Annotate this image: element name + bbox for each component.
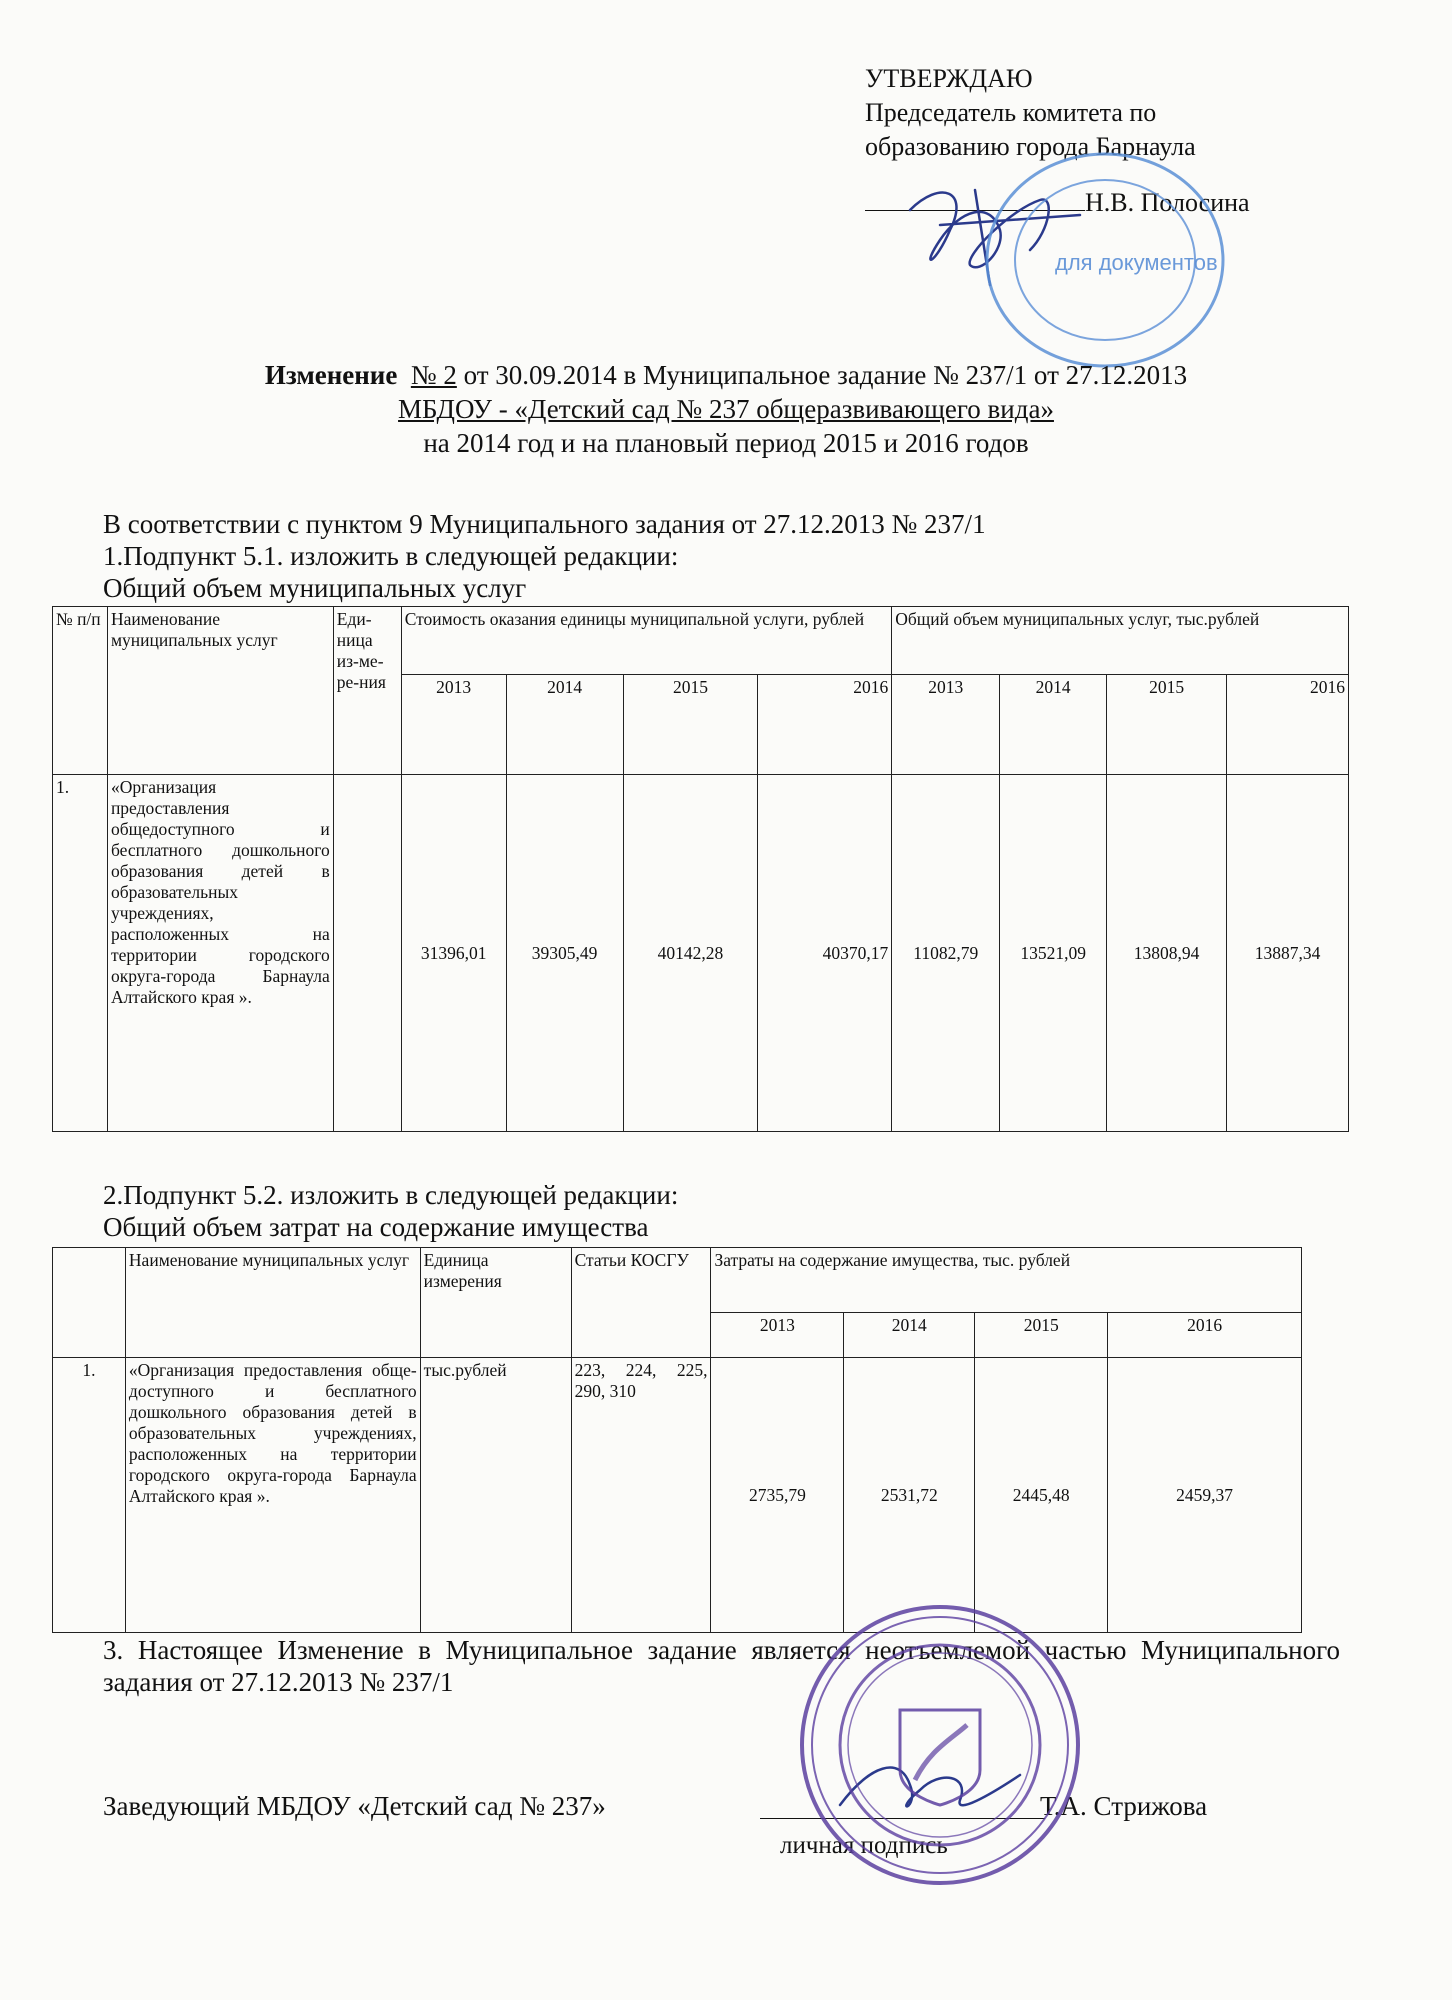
t1-value: 11082,79 (892, 775, 1000, 1132)
t1-year: 2015 (623, 675, 758, 775)
point3-paragraph: 3. Настоящее Изменение в Муниципальное задание является неотъемлемой частью Муниципального задания от 27.12.2013 № 237/1 (103, 1635, 1340, 1697)
intro-block (103, 508, 986, 604)
t2-header-num (53, 1248, 126, 1358)
t1-year: 2014 (506, 675, 623, 775)
title-line2: МБДОУ - «Детский сад № 237 общеразвивающего вида» (398, 394, 1054, 424)
section2-line2: Общий объем затрат на содержание имущества (103, 1212, 649, 1242)
t2-header-name: Наименование муниципальных услуг (125, 1248, 420, 1358)
t2-header-costs: Затраты на содержание имущества, тыс. рублей (711, 1248, 1302, 1313)
t2-year: 2014 (844, 1313, 975, 1358)
t1-year: 2014 (1000, 675, 1107, 775)
title-line3: на 2014 год и на плановый период 2015 и 2016 годов (423, 428, 1029, 458)
t1-value: 13887,34 (1227, 775, 1349, 1132)
approval-line2: образованию города Барнаула (865, 132, 1196, 161)
services-volume-table (52, 606, 1349, 1132)
t1-header-cost: Стоимость оказания единицы муниципальной услуги, рублей (401, 607, 892, 675)
blue-stamp-text: для документов (1055, 250, 1218, 275)
title-word: Изменение (264, 360, 398, 390)
property-costs-table (52, 1247, 1302, 1633)
t1-value: 31396,01 (401, 775, 506, 1132)
t1-year: 2016 (758, 675, 892, 775)
signature-name: Т.А. Стрижова (1040, 1791, 1208, 1821)
approval-heading: УТВЕРЖДАЮ (865, 64, 1033, 93)
signature-caption: личная подпись (780, 1832, 948, 1859)
t1-row-unit (333, 775, 401, 1132)
t1-value: 13808,94 (1107, 775, 1227, 1132)
t1-year: 2015 (1107, 675, 1227, 775)
t2-row-num: 1. (53, 1358, 126, 1633)
table-row (53, 1358, 1302, 1633)
table-row (53, 775, 1349, 1132)
t1-row-name: «Организация предоставления общедоступного и бесплатного дошкольного образования детей в образовательных учреждениях, расположенных на территории городского округа-города Барнаула Алтайского края ». (107, 775, 333, 1132)
t2-value: 2735,79 (711, 1358, 844, 1633)
title-number: № 2 (410, 360, 457, 390)
t2-header-unit: Единица измерения (420, 1248, 571, 1358)
t1-header-name: Наименование муниципальных услуг (107, 607, 333, 775)
t1-year: 2013 (401, 675, 506, 775)
t2-row-name: «Организация предоставления обще-доступного и бесплатного дошкольного образования детей в образовательных учреждениях, расположенных на территории городского округа-города Барнаула Алтайского края ». (125, 1358, 420, 1633)
intro-line2: 1.Подпункт 5.1. изложить в следующей редакции: (103, 541, 679, 571)
t1-header-volume: Общий объем муниципальных услуг, тыс.рублей (892, 607, 1349, 675)
t2-row-unit: тыс.рублей (420, 1358, 571, 1633)
blue-stamp (975, 145, 1235, 375)
document-title (0, 358, 1452, 460)
t1-value: 39305,49 (506, 775, 623, 1132)
t2-row-kosgu: 223, 224, 225, 290, 310 (571, 1358, 711, 1633)
t1-value: 13521,09 (1000, 775, 1107, 1132)
intro-line1: В соответствии с пунктом 9 Муниципального задания от 27.12.2013 № 237/1 (103, 509, 986, 539)
t1-year: 2016 (1227, 675, 1349, 775)
section2-block (103, 1179, 678, 1243)
signature-position: Заведующий МБДОУ «Детский сад № 237» (103, 1791, 606, 1821)
t2-value: 2531,72 (844, 1358, 975, 1633)
t2-year: 2013 (711, 1313, 844, 1358)
section2-line1: 2.Подпункт 5.2. изложить в следующей редакции: (103, 1180, 679, 1210)
t2-header-kosgu: Статьи КОСГУ (571, 1248, 711, 1358)
t2-value: 2445,48 (975, 1358, 1108, 1633)
t1-row-num: 1. (53, 775, 108, 1132)
t1-value: 40142,28 (623, 775, 758, 1132)
t2-year: 2016 (1108, 1313, 1302, 1358)
t1-year: 2013 (892, 675, 1000, 775)
approval-name: Н.В. Полосина (1085, 188, 1250, 217)
t2-value: 2459,37 (1108, 1358, 1302, 1633)
purple-stamp (795, 1600, 1085, 1890)
t1-value: 40370,17 (758, 775, 892, 1132)
intro-line3: Общий объем муниципальных услуг (103, 573, 527, 603)
approval-line1: Председатель комитета по (865, 98, 1157, 127)
t2-year: 2015 (975, 1313, 1108, 1358)
t1-header-num: № п/п (53, 607, 108, 775)
title-rest: от 30.09.2014 в Муниципальное задание № 237/1 от 27.12.2013 (463, 360, 1188, 390)
title-line1 (0, 358, 1452, 392)
t1-header-unit: Еди-ница из-ме-ре-ния (333, 607, 401, 775)
